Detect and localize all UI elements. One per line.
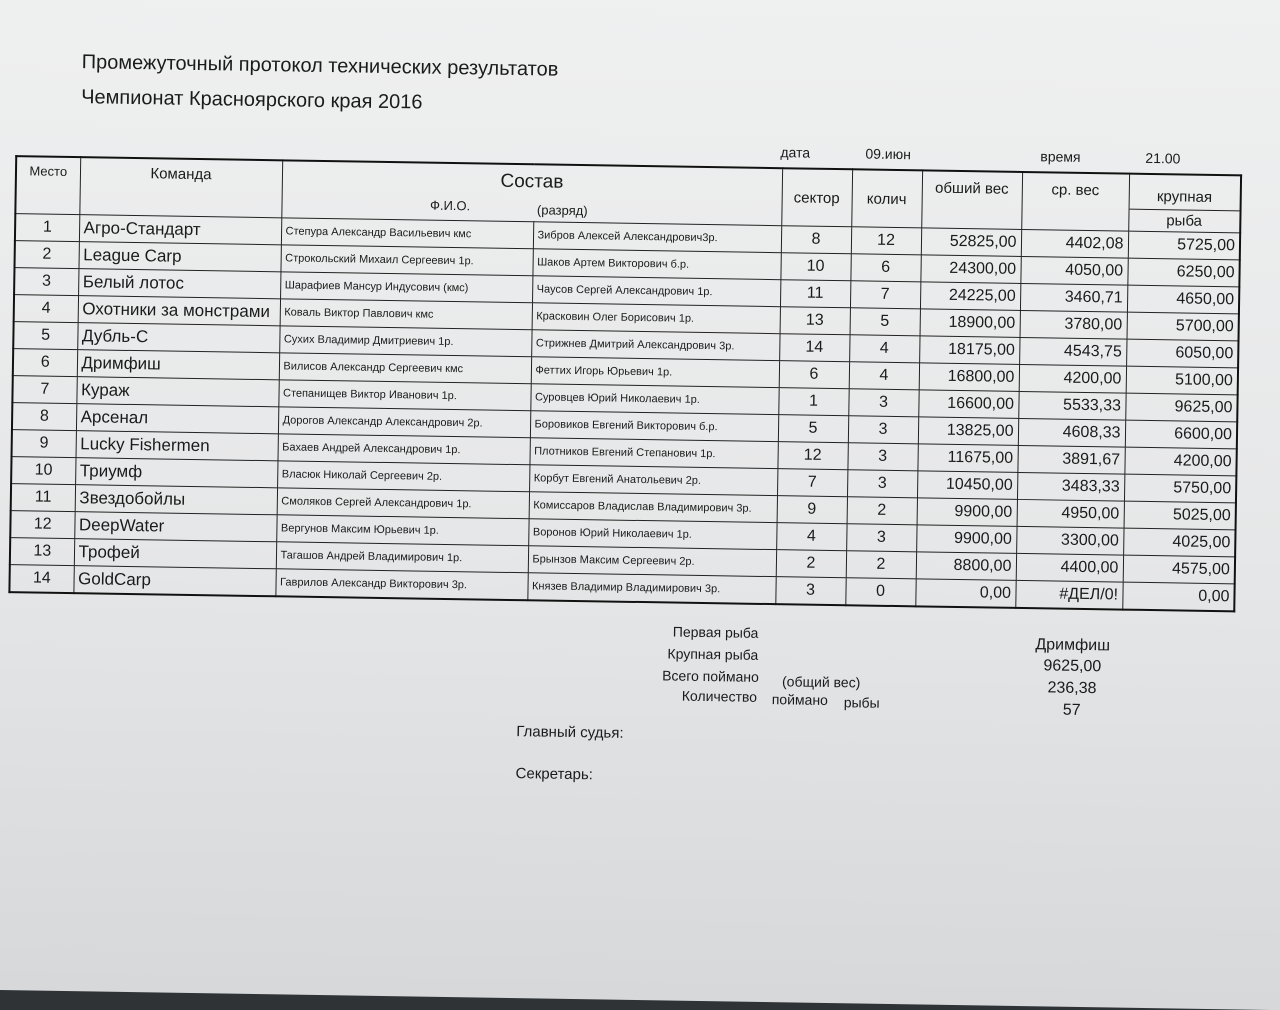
row-member-2: Красковин Олег Борисович 1р.: [532, 303, 780, 334]
row-place: 5: [13, 322, 77, 350]
row-sector: 4: [776, 523, 846, 551]
row-total-weight: 9900,00: [916, 525, 1016, 554]
row-sector: 6: [779, 361, 849, 389]
row-team: Арсенал: [76, 404, 278, 434]
row-count: 4: [849, 362, 919, 390]
row-member-2: Стрижнев Дмитрий Александрович 3р.: [531, 330, 779, 361]
row-count: 3: [846, 524, 916, 552]
row-member-2: Брынзов Максим Сергеевич 2р.: [528, 546, 776, 577]
document-subtitle: Чемпионат Красноярского края 2016: [81, 86, 423, 114]
row-total-weight: 13825,00: [918, 417, 1018, 446]
row-count: 3: [847, 470, 917, 498]
row-avg-weight: 3300,00: [1016, 526, 1123, 555]
row-member-2: Чаусов Сергей Александрович 1р.: [532, 276, 780, 307]
row-big-fish: 5025,00: [1124, 501, 1236, 530]
row-count: 4: [849, 335, 919, 363]
row-big-fish: 5725,00: [1128, 231, 1240, 260]
row-big-fish: 5700,00: [1127, 312, 1239, 341]
row-avg-weight: 4050,00: [1020, 256, 1127, 285]
row-team: Триумф: [75, 458, 277, 488]
row-avg-weight: 4402,08: [1021, 229, 1128, 258]
row-avg-weight: #ДЕЛ/0!: [1015, 580, 1122, 609]
row-team: Звездобойлы: [75, 485, 277, 515]
results-body: [9, 214, 1240, 612]
row-member-1: Степура Александр Васильевич кмс: [281, 218, 533, 249]
row-sector: 13: [780, 307, 850, 335]
row-total-weight: 8800,00: [916, 552, 1016, 581]
row-total-weight: 16600,00: [918, 390, 1018, 419]
header-big-fish-line1: крупная: [1156, 188, 1213, 206]
row-big-fish: 0,00: [1122, 582, 1234, 611]
header-team: Команда: [79, 157, 282, 218]
row-team: Lucky Fishermen: [76, 431, 278, 461]
row-member-2: Суровцев Юрий Николаевич 1р.: [530, 384, 778, 415]
row-member-1: Шарафиев Мансур Индусович (кмс): [280, 272, 532, 303]
row-big-fish: 6050,00: [1126, 339, 1238, 368]
row-member-1: Строкольский Михаил Сергеевич 1р.: [280, 245, 532, 276]
row-member-1: Коваль Виктор Павлович кмс: [280, 299, 532, 330]
row-total-weight: 52825,00: [921, 228, 1021, 257]
row-big-fish: 4650,00: [1127, 285, 1239, 314]
row-member-1: Власюк Николай Сергеевич 2р.: [277, 461, 529, 492]
row-team: League Carp: [78, 242, 280, 272]
row-big-fish: 4025,00: [1123, 528, 1235, 557]
date-value: 09.июн: [865, 145, 912, 163]
row-count: 12: [851, 227, 921, 255]
first-fish-label: Первая рыба: [672, 623, 759, 641]
total-caught-value: 236,38: [1047, 679, 1097, 698]
row-avg-weight: 3460,71: [1020, 283, 1127, 312]
document-title: Промежуточный протокол технических результатов: [81, 51, 559, 81]
row-place: 9: [12, 430, 76, 458]
row-member-2: Боровиков Евгений Викторович б.р.: [530, 411, 778, 442]
row-avg-weight: 5533,33: [1018, 391, 1125, 420]
row-big-fish: 4200,00: [1124, 447, 1236, 476]
header-place: Место: [15, 156, 80, 214]
header-lineup: [281, 160, 782, 225]
big-fish-label: Крупная рыба: [667, 645, 759, 663]
row-member-1: Сухих Владимир Дмитриевич 1р.: [279, 326, 531, 357]
row-place: 12: [10, 511, 74, 539]
row-team: GoldCarp: [73, 566, 275, 597]
row-place: 8: [12, 403, 76, 431]
row-count: 3: [848, 416, 918, 444]
row-place: 3: [14, 268, 78, 296]
row-member-1: Дорогов Александр Александрович 2р.: [278, 407, 530, 438]
row-avg-weight: 3483,33: [1017, 472, 1124, 501]
row-member-2: Плотников Евгений Степанович 1р.: [529, 438, 777, 469]
row-count: 7: [850, 281, 920, 309]
row-team: Дубль-С: [77, 323, 279, 353]
header-sector: сектор: [781, 168, 852, 227]
header-lineup-title: Состав: [500, 170, 564, 193]
row-place: 13: [10, 538, 74, 566]
row-sector: 11: [780, 280, 850, 308]
row-count: 6: [850, 254, 920, 282]
row-place: 14: [9, 565, 73, 594]
protocol-document: [18, 35, 1252, 934]
chief-judge-label: Главный судья:: [516, 723, 624, 742]
row-member-1: Тагашов Андрей Владимирович 1р.: [276, 542, 528, 573]
row-total-weight: 11675,00: [917, 444, 1017, 473]
row-count: 5: [850, 308, 920, 336]
row-avg-weight: 4200,00: [1019, 364, 1126, 393]
row-place: 7: [12, 376, 76, 404]
row-total-weight: 0,00: [915, 579, 1015, 608]
header-big-fish-line2: рыба: [1129, 209, 1240, 231]
row-place: 11: [11, 484, 75, 512]
row-member-2: Зибров Алексей Александрович3р.: [533, 222, 781, 253]
count-value: 57: [1062, 701, 1081, 719]
total-caught-note: (общий вес): [781, 673, 861, 691]
row-big-fish: 5100,00: [1126, 366, 1238, 395]
time-value: 21.00: [1145, 149, 1181, 167]
row-member-1: Бахаев Андрей Александрович 1р.: [277, 434, 529, 465]
row-big-fish: 6600,00: [1125, 420, 1237, 449]
row-team: Охотники за монстрами: [78, 296, 280, 326]
row-team: Кураж: [76, 377, 278, 407]
row-avg-weight: 4543,75: [1019, 337, 1126, 366]
row-avg-weight: 4400,00: [1016, 553, 1123, 582]
row-count: 2: [846, 551, 916, 579]
row-sector: 12: [777, 442, 847, 470]
header-lineup-fio: Ф.И.О.: [429, 197, 471, 214]
secretary-label: Секретарь:: [515, 765, 594, 784]
row-total-weight: 18175,00: [919, 336, 1019, 365]
row-member-1: Вилисов Александр Сергеевич кмс: [279, 353, 531, 384]
row-avg-weight: 3780,00: [1020, 310, 1127, 339]
row-member-1: Гаврилов Александр Викторович 3р.: [275, 569, 527, 600]
row-count: 3: [847, 443, 917, 471]
row-sector: 3: [775, 577, 845, 606]
row-sector: 8: [781, 226, 851, 254]
row-sector: 7: [777, 469, 847, 497]
row-member-2: Воронов Юрий Николаевич 1р.: [528, 519, 776, 550]
header-total-weight: обший вес: [921, 170, 1022, 229]
count-note: поймано: [771, 691, 829, 708]
row-member-2: Шаков Артем Викторович б.р.: [532, 249, 780, 280]
row-member-1: Степанищев Виктор Иванович 1р.: [278, 380, 530, 411]
row-total-weight: 9900,00: [917, 498, 1017, 527]
date-label: дата: [780, 144, 811, 161]
row-place: 4: [14, 295, 78, 323]
row-team: Трофей: [74, 539, 276, 569]
row-team: Дримфиш: [77, 350, 279, 380]
row-avg-weight: 4950,00: [1017, 499, 1124, 528]
row-count: 3: [848, 389, 918, 417]
row-place: 2: [14, 241, 78, 269]
header-avg-weight: ср. вес: [1021, 172, 1129, 231]
row-member-2: Корбут Евгений Анатольевич 2р.: [529, 465, 777, 496]
row-member-2: Феттих Игорь Юрьевич 1р.: [531, 357, 779, 388]
row-sector: 9: [777, 496, 847, 524]
count-note-2: рыбы: [843, 694, 880, 711]
row-place: 1: [15, 214, 79, 242]
row-place: 6: [13, 349, 77, 377]
row-sector: 14: [779, 334, 849, 362]
header-big-fish: [1128, 174, 1241, 233]
row-place: 10: [11, 457, 75, 485]
big-fish-value: 9625,00: [1043, 657, 1102, 676]
row-member-2: Комиссаров Владислав Владимирович 3р.: [529, 492, 777, 523]
row-total-weight: 18900,00: [920, 309, 1020, 338]
row-sector: 1: [778, 388, 848, 416]
row-team: Белый лотос: [78, 269, 280, 299]
row-team: DeepWater: [74, 512, 276, 542]
first-fish-value: Дримфиш: [1035, 636, 1111, 655]
row-team: Агро-Стандарт: [79, 215, 281, 245]
row-sector: 10: [780, 253, 850, 281]
count-label: Количество: [681, 687, 758, 705]
row-member-1: Смоляков Сергей Александрович 1р.: [277, 488, 529, 519]
row-big-fish: 5750,00: [1124, 474, 1236, 503]
row-member-1: Вергунов Максим Юрьевич 1р.: [276, 515, 528, 546]
row-total-weight: 16800,00: [919, 363, 1019, 392]
row-big-fish: 4575,00: [1123, 555, 1235, 584]
header-lineup-rank: (разряд): [536, 202, 588, 219]
time-label: время: [1040, 148, 1081, 165]
row-big-fish: 6250,00: [1127, 258, 1239, 287]
row-count: 2: [847, 497, 917, 525]
row-total-weight: 10450,00: [917, 471, 1017, 500]
row-count: 0: [845, 578, 915, 607]
row-avg-weight: 3891,67: [1017, 445, 1124, 474]
row-member-2: Князев Владимир Владимирович 3р.: [527, 573, 775, 604]
row-avg-weight: 4608,33: [1018, 418, 1125, 447]
total-caught-label: Всего поймано: [662, 667, 760, 685]
row-sector: 2: [776, 550, 846, 578]
row-total-weight: 24225,00: [920, 282, 1020, 311]
results-table: [8, 155, 1242, 612]
row-sector: 5: [778, 415, 848, 443]
row-total-weight: 24300,00: [920, 255, 1020, 284]
header-count: колич: [851, 169, 922, 228]
row-big-fish: 9625,00: [1125, 393, 1237, 422]
